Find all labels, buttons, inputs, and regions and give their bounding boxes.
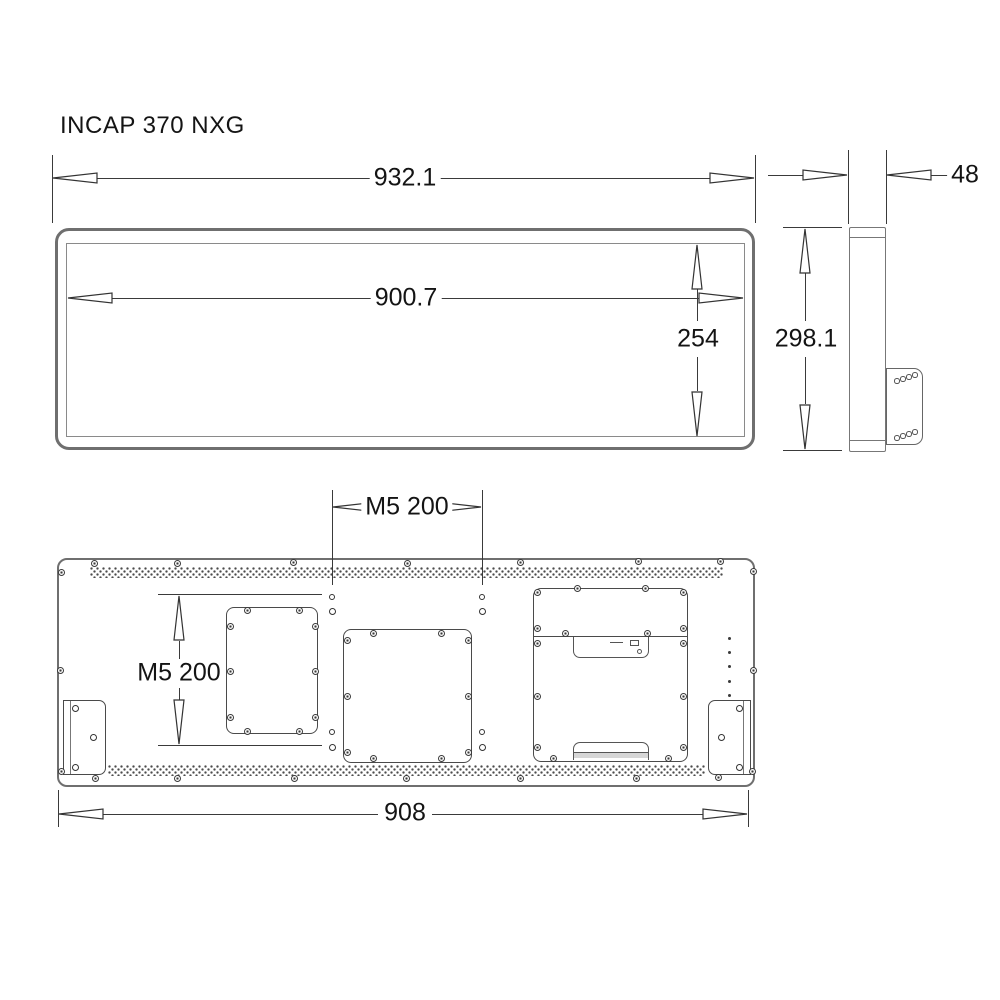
screw-hole — [370, 630, 377, 637]
bracket-hole — [900, 433, 906, 439]
arrowhead-right-icon — [709, 171, 755, 185]
arrowhead-down-icon — [690, 391, 704, 437]
arrowhead-up-icon — [690, 244, 704, 290]
plate-screw-hole — [90, 734, 97, 741]
screw-hole — [174, 775, 181, 782]
ext-line — [755, 155, 756, 223]
screw-hole — [750, 667, 757, 674]
screw-hole — [227, 623, 234, 630]
m5-mount-hole — [479, 608, 486, 615]
screw-hole — [717, 558, 724, 565]
screw-hole — [635, 558, 642, 565]
dim-label-mount-horizontal: M5 200 — [361, 495, 452, 520]
screw-hole — [534, 589, 541, 596]
screw-hole — [680, 625, 687, 632]
screw-hole — [58, 768, 65, 775]
screw-hole — [465, 637, 472, 644]
access-panel-center — [343, 629, 472, 763]
screw-hole — [438, 755, 445, 762]
corner-plate-right-seam — [743, 701, 744, 774]
dim-line — [437, 298, 699, 299]
access-panel-left — [226, 607, 318, 734]
plate-screw-hole — [718, 734, 725, 741]
screw-hole — [642, 585, 649, 592]
arrowhead-left-icon — [52, 171, 98, 185]
screw-hole — [574, 585, 581, 592]
m5-mount-hole — [479, 729, 485, 735]
screw-hole — [534, 744, 541, 751]
drawing-title: INCAP 370 NXG — [60, 112, 245, 139]
screw-hole — [750, 568, 757, 575]
dim-line — [432, 814, 703, 815]
dim-line — [805, 357, 806, 404]
m5-mount-hole — [329, 608, 336, 615]
dim-label-mount-vertical: M5 200 — [133, 661, 224, 686]
screw-hole — [680, 640, 687, 647]
side-panel-outline — [849, 227, 886, 452]
arrowhead-up-icon — [798, 228, 812, 274]
screw-hole — [534, 640, 541, 647]
m5-mount-hole — [479, 744, 486, 751]
dim-label-active-height: 254 — [673, 327, 723, 352]
corner-plate-left-seam — [70, 701, 71, 774]
screw-hole — [174, 560, 181, 567]
dim-line — [768, 175, 804, 176]
handle-recess-strip — [574, 752, 648, 758]
dim-line — [436, 178, 710, 179]
indicator-dot — [728, 637, 731, 640]
connector-mark — [610, 642, 623, 643]
plate-screw-hole — [72, 705, 79, 712]
bracket-hole — [912, 372, 918, 378]
connector-port — [630, 640, 639, 646]
arrowhead-right-icon — [702, 807, 748, 821]
bracket-hole — [906, 431, 912, 437]
screw-hole — [312, 623, 319, 630]
indicator-dot — [728, 694, 731, 697]
screw-hole — [517, 775, 524, 782]
plate-screw-hole — [736, 764, 743, 771]
screw-hole — [550, 755, 557, 762]
indicator-dot — [728, 651, 731, 654]
screw-hole — [244, 607, 251, 614]
side-panel-cap-line-top — [850, 237, 885, 238]
screw-hole — [91, 560, 98, 567]
screw-hole — [534, 625, 541, 632]
screw-hole — [227, 668, 234, 675]
ext-line — [783, 227, 842, 228]
arrowhead-right-icon — [698, 291, 744, 305]
ext-line — [52, 155, 53, 223]
screw-hole — [517, 559, 524, 566]
dim-label-overall-width: 932.1 — [370, 166, 441, 191]
corner-plate-right — [708, 700, 751, 775]
side-panel-cap-line-bottom — [850, 440, 885, 441]
m5-mount-hole — [479, 594, 485, 600]
plate-screw-hole — [72, 764, 79, 771]
access-panel-right — [533, 588, 688, 762]
dim-label-depth: 48 — [947, 163, 983, 188]
dim-line — [697, 357, 698, 391]
screw-hole — [58, 569, 65, 576]
arrowhead-left-icon — [67, 291, 113, 305]
screw-hole — [404, 560, 411, 567]
screw-hole — [680, 744, 687, 751]
m5-mount-hole — [329, 729, 335, 735]
screw-hole — [438, 630, 445, 637]
screw-hole — [296, 728, 303, 735]
screw-hole — [92, 775, 99, 782]
dim-line — [103, 814, 378, 815]
screw-hole — [715, 774, 722, 781]
ext-line — [783, 450, 842, 451]
dim-label-active-width: 900.7 — [371, 286, 442, 311]
arrowhead-down-icon — [172, 699, 186, 745]
bracket-hole — [906, 374, 912, 380]
arrowhead-left-icon — [58, 807, 104, 821]
ext-line — [886, 150, 887, 224]
arrowhead-up-icon — [172, 595, 186, 641]
indicator-dot — [728, 665, 731, 668]
screw-hole — [633, 775, 640, 782]
connector-hole — [637, 649, 642, 654]
screw-hole — [344, 637, 351, 644]
ext-line — [848, 150, 849, 224]
dim-line — [805, 273, 806, 321]
m5-mount-hole — [329, 744, 336, 751]
indicator-dot — [728, 680, 731, 683]
screw-hole — [370, 755, 377, 762]
screw-hole — [465, 749, 472, 756]
dim-label-overall-height: 298.1 — [771, 327, 842, 352]
dim-line — [179, 641, 180, 659]
screw-hole — [534, 693, 541, 700]
dim-label-rear-width: 908 — [380, 801, 430, 826]
vent-strip-top — [90, 567, 723, 578]
dim-line — [112, 298, 373, 299]
display-active-area — [66, 243, 745, 437]
screw-hole — [312, 714, 319, 721]
screw-hole — [57, 667, 64, 674]
m5-mount-hole — [329, 594, 335, 600]
bracket-hole — [912, 429, 918, 435]
arrowhead-down-icon — [798, 404, 812, 450]
screw-hole — [680, 589, 687, 596]
bracket-hole — [900, 376, 906, 382]
plate-screw-hole — [736, 705, 743, 712]
screw-hole — [644, 630, 651, 637]
screw-hole — [403, 775, 410, 782]
screw-hole — [296, 607, 303, 614]
screw-hole — [344, 693, 351, 700]
arrowhead-left-icon — [886, 168, 932, 182]
screw-hole — [227, 714, 234, 721]
screw-hole — [290, 559, 297, 566]
screw-hole — [749, 768, 756, 775]
screw-hole — [291, 775, 298, 782]
dim-line — [697, 289, 698, 321]
bracket-hole — [894, 435, 900, 441]
screw-hole — [465, 693, 472, 700]
screw-hole — [665, 755, 672, 762]
screw-hole — [562, 630, 569, 637]
dim-line — [97, 178, 374, 179]
screw-hole — [680, 693, 687, 700]
arrowhead-right-icon — [802, 168, 848, 182]
screw-hole — [344, 749, 351, 756]
screw-hole — [312, 668, 319, 675]
screw-hole — [244, 728, 251, 735]
bracket-hole — [894, 378, 900, 384]
